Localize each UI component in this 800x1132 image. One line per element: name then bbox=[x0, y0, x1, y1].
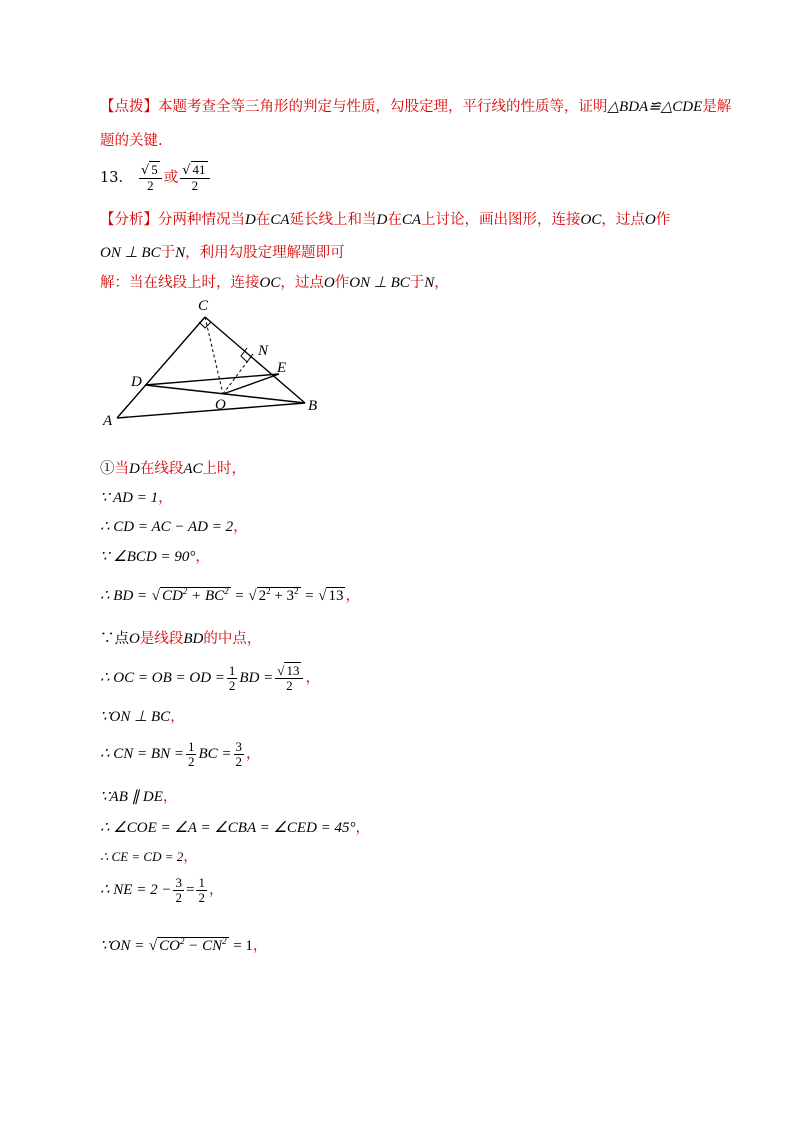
dianbo-text2: 是解 bbox=[702, 99, 732, 115]
label-O: O bbox=[215, 397, 226, 413]
label-B: B bbox=[308, 398, 318, 414]
triangle-figure bbox=[95, 290, 335, 430]
fenxi-line1: 【分析】分两种情况当D在CA延长线上和当D在CA上讨论，画出图形，连接OC，过点O作 bbox=[100, 212, 671, 228]
dianbo-line1 bbox=[100, 96, 731, 118]
label-N: N bbox=[258, 343, 269, 359]
step-9: ∵AB ∥ DE， bbox=[100, 789, 178, 805]
step-3: ∵ ∠BCD = 90°， bbox=[100, 549, 210, 565]
question-13-answer bbox=[100, 160, 212, 196]
dianbo-text3: 题的关键. bbox=[100, 133, 163, 149]
jie-line: 解：当在线段上时，连接OC，过点O作ON ⊥ BC于N， bbox=[100, 275, 449, 291]
step-10: ∴ ∠COE = ∠A = ∠CBA = ∠CED = 45°， bbox=[100, 820, 371, 836]
step-2: ∴ CD = AC − AD = 2， bbox=[100, 519, 248, 535]
answer-fraction-b: $\frac{√ 41}{2}$ bbox=[180, 163, 209, 193]
right-angle-mark-C bbox=[199, 322, 211, 328]
segment-DE bbox=[145, 374, 279, 385]
dianbo-line2 bbox=[100, 130, 163, 152]
segment-CB bbox=[205, 317, 305, 403]
step-8: ∴ CN = BN = $\frac{1}{2}$ BC = $\frac{3}{2}$ ， bbox=[100, 738, 261, 769]
step-13: ∵ON = √ $CO^2 - CN^2 = 1$， bbox=[100, 936, 268, 954]
fenxi-tag: 【分析】 bbox=[100, 212, 158, 228]
step-11: ∴ CE = CD = 2， bbox=[100, 849, 198, 865]
congruence-expression: △BDA≌△CDE bbox=[607, 99, 703, 115]
step-5: ∵点O是线段BD的中点， bbox=[100, 631, 262, 647]
step-6: ∴ OC = OB = OD = $\frac{1}{2}$ BD = $\frac{√ 13}{2}$ ， bbox=[100, 662, 320, 693]
or-word: 或 bbox=[163, 170, 179, 186]
question-number: 13． bbox=[100, 170, 133, 186]
dianbo-text1: 本题考查全等三角形的判定与性质，勾股定理，平行线的性质等，证明 bbox=[158, 99, 608, 115]
fenxi-line2: ON ⊥ BC于N，利用勾股定理解题即可 bbox=[100, 245, 345, 261]
case1-heading: ①当D在线段AC上时， bbox=[100, 461, 247, 477]
segment-OC-dashed bbox=[205, 317, 223, 394]
step-4: ∴ BD = √ $CD^2 + BC^2$ = √ $2^2 + 3^2$ = √ 13 ， bbox=[100, 586, 360, 604]
step-7: ∵ON ⊥ BC， bbox=[100, 709, 185, 725]
label-D: D bbox=[131, 374, 142, 390]
step-12: ∴ NE = 2 − $\frac{3}{2}$ = $\frac{1}{2}$ ， bbox=[100, 874, 224, 905]
step-1: ∵ AD = 1， bbox=[100, 490, 173, 506]
segment-AB bbox=[117, 403, 305, 418]
label-E: E bbox=[277, 360, 287, 376]
answer-fraction-a: $\frac{√ 5}{2}$ bbox=[139, 163, 162, 193]
segment-AC bbox=[117, 317, 205, 418]
dianbo-tag: 【点拨】 bbox=[100, 99, 158, 115]
label-C: C bbox=[198, 298, 209, 314]
label-A: A bbox=[103, 413, 113, 429]
